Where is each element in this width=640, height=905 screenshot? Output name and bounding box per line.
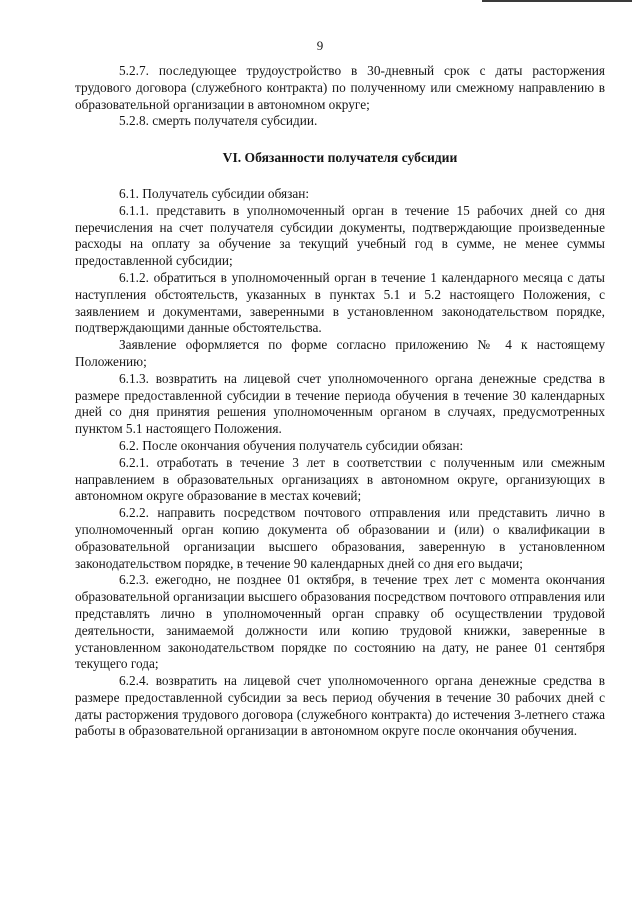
page-number: 9: [316, 38, 324, 53]
clause-6-1-2: 6.1.2. обратиться в уполномоченный орган в течение 1 календарного месяца с даты наступления обстоятельств, указанных в пунктах 5.1 и 5.2 настоящего Положения, с заявлением и документами, заверенными в установленном законодательством порядке, подтверждающими данные обстоятельства.: [75, 269, 605, 336]
section-title: VI. Обязанности получателя субсидии: [222, 150, 458, 166]
clause-6-2-1: 6.2.1. отработать в течение 3 лет в соответствии с полученным или смежным направлением в образовательных организациях в автономном округе, организующих в автономном округе образование в местах кочевий;: [75, 454, 605, 504]
clause-6-2-2: 6.2.2. направить посредством почтового отправления или представить лично в уполномоченный орган копию документа об образовании и (или) о квалификации в образовательной организации высшего образования, заверенную в установленном законодательством порядке, в течение 90 календарных дней со дня его выдачи;: [75, 505, 605, 571]
clause-6-1-2-note: Заявление оформляется по форме согласно приложению № 4 к настоящему Положению;: [75, 337, 605, 369]
clause-6-1-3: 6.1.3. возвратить на лицевой счет уполномоченного органа денежные средства в размере предоставленной субсидии в течение периода обучения в течение 30 календарных дней со дня принятия решения уполномоченным органом в случаях, предусмотренных пунктом 5.1 настоящего Положения.: [75, 370, 605, 437]
clause-5-2-7: 5.2.7. последующее трудоустройство в 30-дневный срок с даты расторжения трудового договора (служебного контракта) по полученному или смежному направлению в образовательной организации в автономном округе;: [75, 63, 605, 112]
clause-6-1-1: 6.1.1. представить в уполномоченный орган в течение 15 рабочих дней со дня перечисления на счет получателя субсидии документы, подтверждающие произведенные расходы на оплату за обучение за текущий учебный год в сумме, не менее суммы предоставленной субсидии;: [75, 202, 605, 269]
clause-5-2-8: 5.2.8. смерть получателя субсидии.: [119, 113, 318, 129]
clause-6-2-4: 6.2.4. возвратить на лицевой счет уполномоченного органа денежные средства в размере предоставленной субсидии за весь период обучения в течение 30 рабочих дней с даты расторжения трудового договора (служебного контракта) до истечения 3-летнего стажа работы в образовательной организации в автономном округе после окончания обучения.: [75, 673, 605, 739]
clause-6-1: 6.1. Получатель субсидии обязан:: [119, 185, 310, 201]
clause-6-2: 6.2. После окончания обучения получатель субсидии обязан:: [119, 437, 464, 453]
top-border-line: [482, 0, 632, 2]
document-body: [75, 63, 605, 740]
clause-6-2-3: 6.2.3. ежегодно, не позднее 01 октября, в течение трех лет с момента окончания образовательной организации высшего образования посредством почтового отправления или представлять лично в уполномоченный орган справку об осуществлении трудовой деятельности, занимаемой должности или копию трудовой книжки, заверенные в установленном законодательством порядке по состоянию на дату, не ранее 01 сентября текущего года;: [75, 572, 605, 672]
